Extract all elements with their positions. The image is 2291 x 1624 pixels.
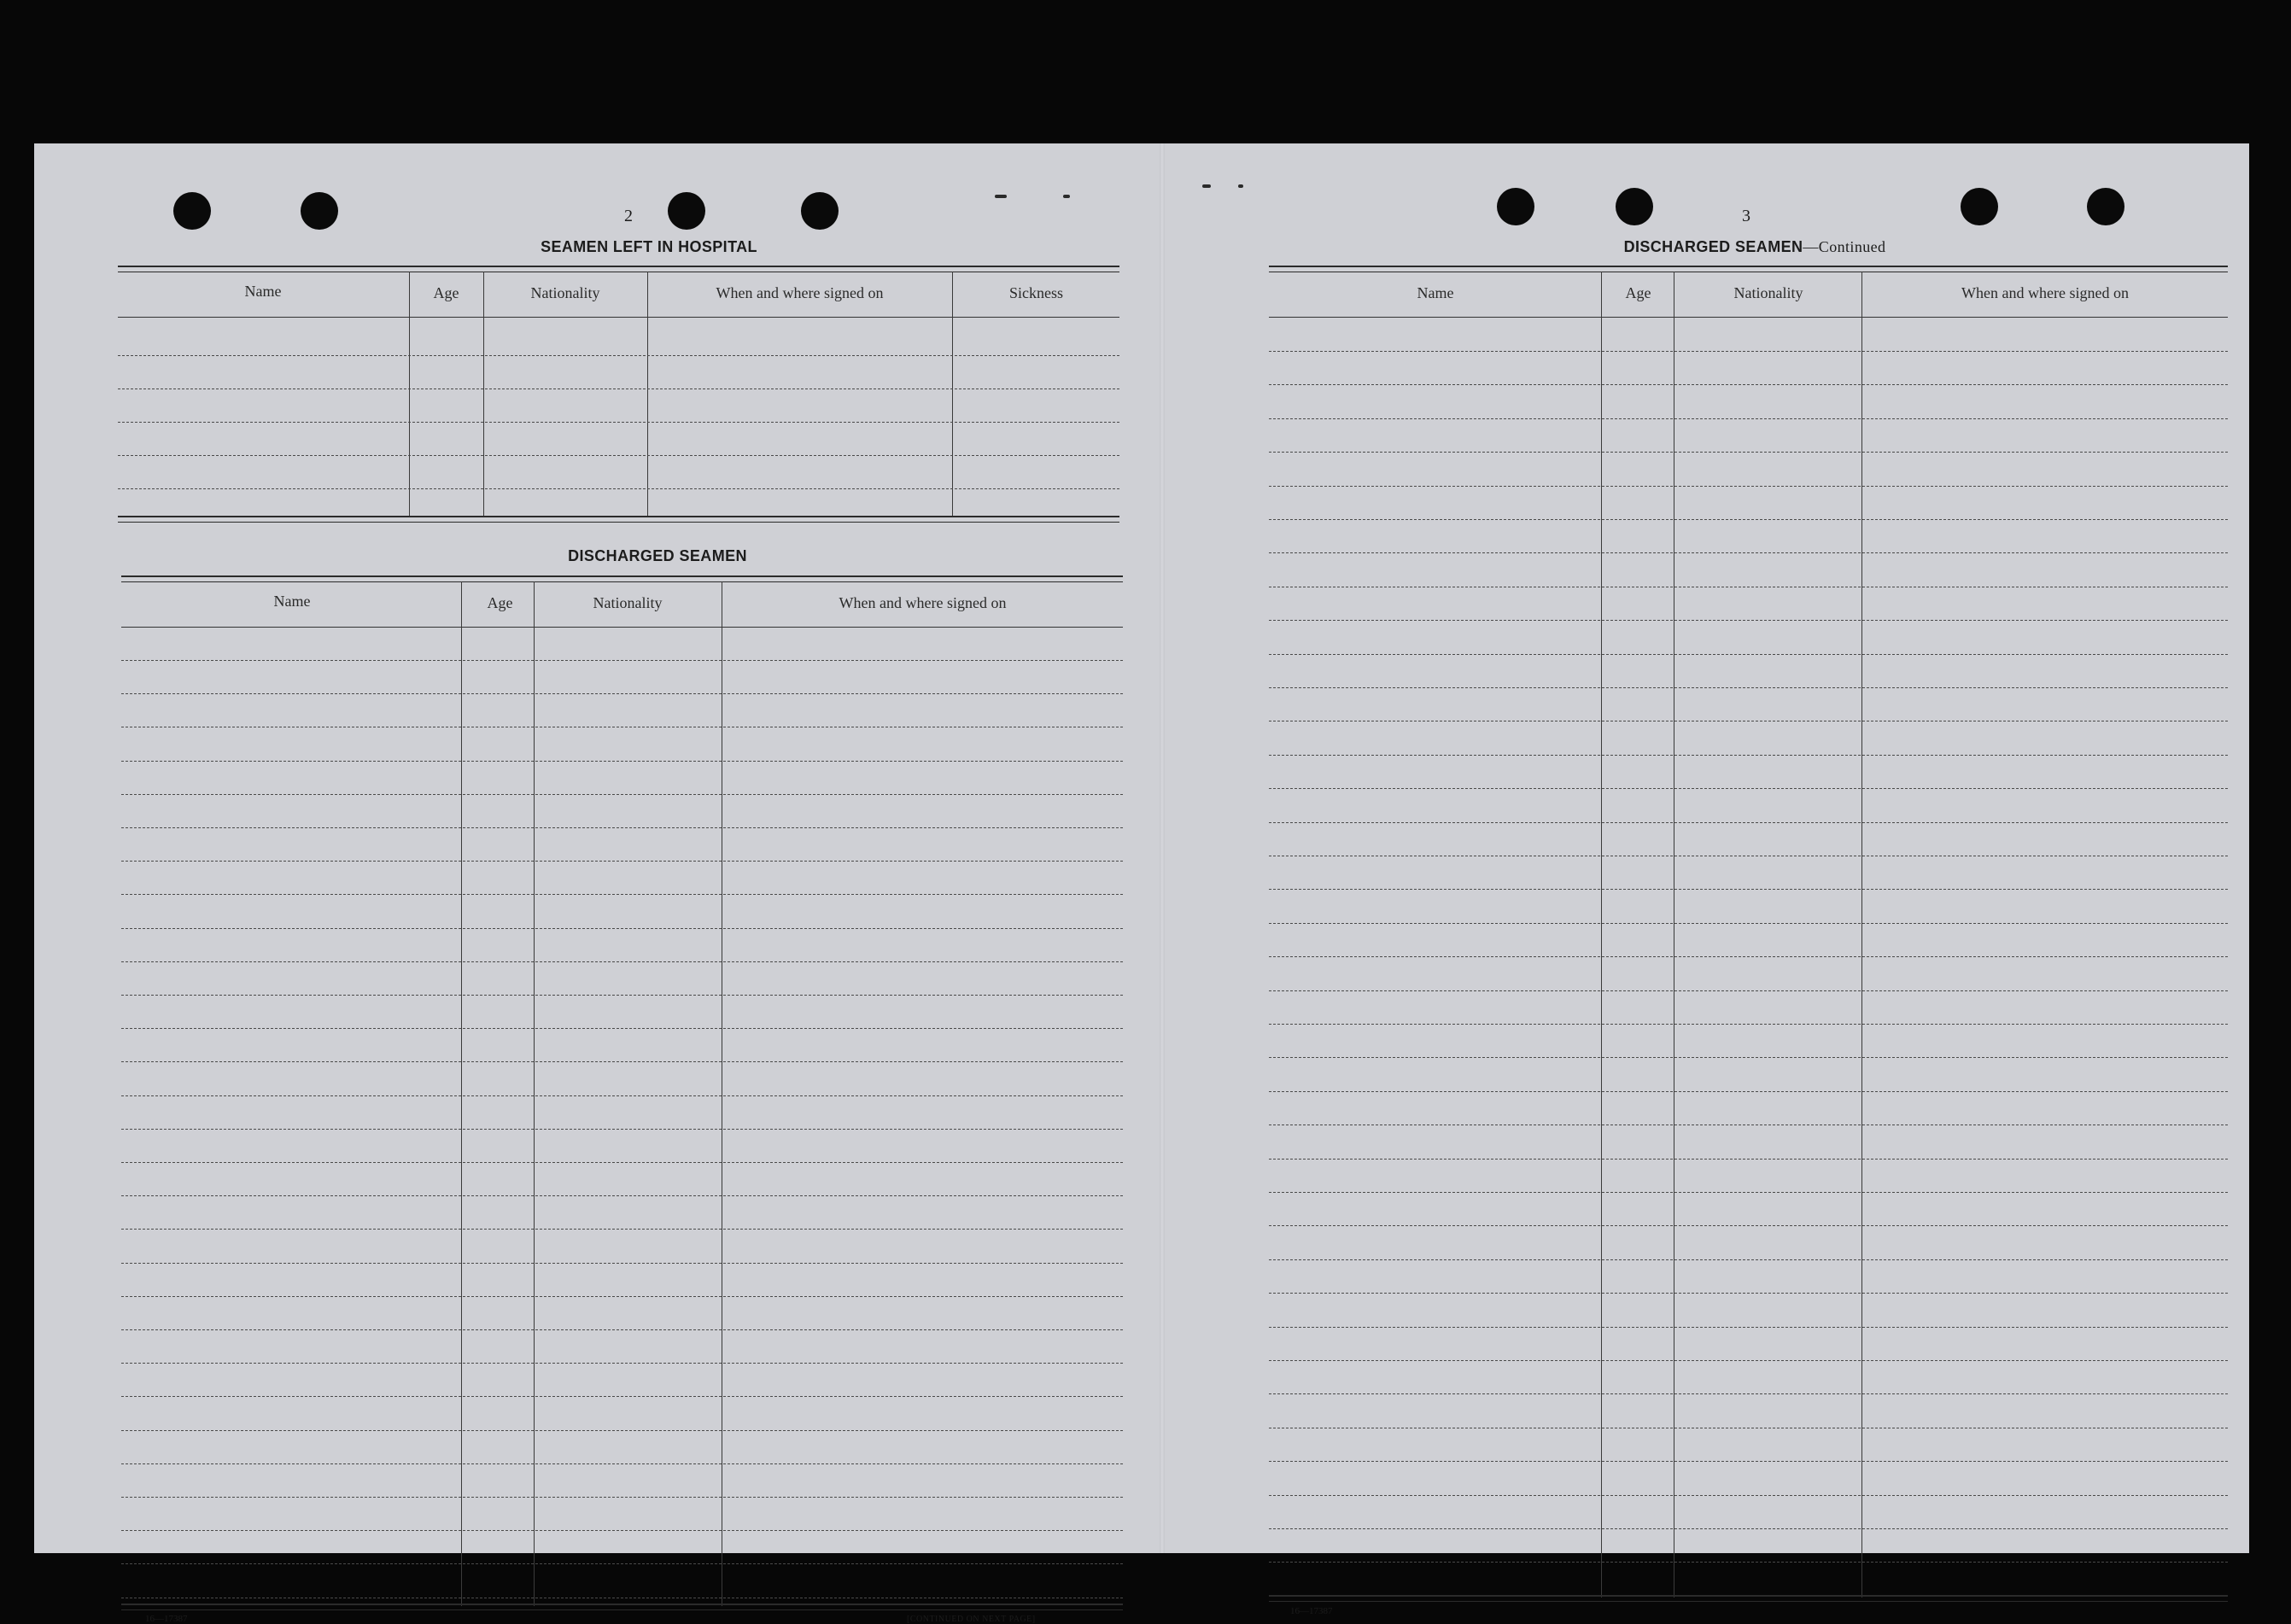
punch-hole (1497, 188, 1534, 225)
blank-row-line (1269, 1024, 2228, 1025)
header-rule (1269, 317, 2228, 318)
blank-row-line (121, 794, 1123, 795)
blank-row-line (121, 1195, 1123, 1196)
ink-speck (1202, 184, 1211, 188)
blank-row-line (1269, 620, 2228, 621)
punch-hole (668, 192, 705, 230)
column-divider (952, 272, 953, 516)
blank-row-line (121, 1563, 1123, 1564)
ink-speck (995, 195, 1007, 198)
blank-row-line (121, 995, 1123, 996)
header-rule (118, 317, 1119, 318)
column-header-signed-on: When and where signed on (1961, 284, 2129, 301)
punch-hole (301, 192, 338, 230)
table-bottom-rule (1269, 1595, 2228, 1602)
blank-row-line (121, 693, 1123, 694)
blank-row-line (1269, 1091, 2228, 1092)
column-header-nationality: Nationality (1733, 284, 1803, 301)
discharged-section-title: DISCHARGED SEAMEN (568, 547, 747, 564)
blank-row-line (121, 1396, 1123, 1397)
blank-row-line (1269, 687, 2228, 688)
punch-hole (1616, 188, 1653, 225)
table-top-rule (121, 575, 1123, 582)
blank-row-line (1269, 418, 2228, 419)
ink-speck (1063, 195, 1070, 198)
table-bottom-rule (118, 516, 1119, 523)
blank-row-line (1269, 822, 2228, 823)
column-header-nationality: Nationality (593, 594, 663, 611)
blank-row-line (1269, 755, 2228, 756)
blank-row-line (1269, 1327, 2228, 1328)
blank-row-line (1269, 452, 2228, 453)
column-divider (409, 272, 410, 516)
blank-row-line (121, 1329, 1123, 1330)
page-number: 3 (1742, 207, 1750, 225)
blank-row-line (121, 1296, 1123, 1297)
blank-row-line (121, 894, 1123, 895)
blank-row-line (121, 1530, 1123, 1531)
right-page (1161, 143, 2249, 1616)
discharged-continued-title (1417, 238, 2092, 256)
blank-row-line (118, 388, 1119, 389)
column-header-sickness: Sickness (1009, 284, 1063, 301)
blank-row-line (121, 1363, 1123, 1364)
blank-row-line (121, 761, 1123, 762)
section-title-main: DISCHARGED SEAMEN (1623, 238, 1803, 255)
blank-row-line (1269, 1562, 2228, 1563)
document-sheet (34, 143, 2249, 1624)
form-number: 16—17387 (145, 1614, 188, 1624)
blank-row-line (121, 1129, 1123, 1130)
blank-row-line (1269, 956, 2228, 957)
blank-row-line (121, 1028, 1123, 1029)
blank-row-line (1269, 1293, 2228, 1294)
blank-row-line (121, 1095, 1123, 1096)
column-divider (534, 581, 535, 1606)
blank-row-line (121, 1497, 1123, 1498)
blank-row-line (1269, 1393, 2228, 1394)
column-divider (1861, 272, 1862, 1598)
blank-row-line (1269, 1259, 2228, 1260)
column-divider (647, 272, 648, 516)
blank-row-line (1269, 1360, 2228, 1361)
blank-row-line (118, 455, 1119, 456)
blank-row-line (1269, 654, 2228, 655)
blank-row-line (1269, 351, 2228, 352)
blank-row-line (1269, 889, 2228, 890)
ink-speck (1238, 184, 1243, 188)
column-header-age: Age (1625, 284, 1651, 301)
blank-row-line (1269, 923, 2228, 924)
blank-row-line (1269, 1159, 2228, 1160)
blank-row-line (1269, 990, 2228, 991)
column-divider (483, 272, 484, 516)
section-title-suffix: —Continued (1803, 238, 1886, 255)
blank-row-line (121, 1229, 1123, 1230)
blank-row-line (1269, 1495, 2228, 1496)
punch-hole (2087, 188, 2124, 225)
column-header-name: Name (1417, 284, 1454, 301)
blank-row-line (121, 861, 1123, 862)
column-divider (461, 581, 462, 1606)
page-number: 2 (624, 207, 633, 225)
column-header-age: Age (487, 594, 513, 611)
blank-row-line (121, 928, 1123, 929)
blank-row-line (1269, 486, 2228, 487)
blank-row-line (118, 422, 1119, 423)
blank-row-line (118, 355, 1119, 356)
table-top-rule (1269, 266, 2228, 272)
blank-row-line (121, 1263, 1123, 1264)
blank-row-line (1269, 519, 2228, 520)
blank-row-line (1269, 384, 2228, 385)
blank-row-line (1269, 1461, 2228, 1462)
column-divider (1601, 272, 1602, 1598)
column-header-signed-on: When and where signed on (716, 284, 884, 301)
blank-row-line (121, 961, 1123, 962)
blank-row-line (1269, 552, 2228, 553)
left-page (34, 143, 1161, 1624)
hospital-section-title: SEAMEN LEFT IN HOSPITAL (541, 238, 757, 255)
blank-row-line (121, 1430, 1123, 1431)
blank-row-line (121, 1162, 1123, 1163)
punch-hole (173, 192, 211, 230)
column-header-age: Age (433, 284, 459, 301)
column-header-name: Name (244, 283, 282, 300)
form-number: 16—17387 (1290, 1606, 1333, 1616)
punch-hole (1961, 188, 1998, 225)
blank-row-line (1269, 788, 2228, 789)
continued-note: [CONTINUED ON NEXT PAGE] (907, 1615, 1036, 1624)
blank-row-line (1269, 1528, 2228, 1529)
header-rule (121, 627, 1123, 628)
column-header-name: Name (273, 593, 311, 610)
punch-hole (801, 192, 839, 230)
blank-row-line (118, 488, 1119, 489)
blank-row-line (121, 827, 1123, 828)
column-header-nationality: Nationality (530, 284, 600, 301)
blank-row-line (1269, 1225, 2228, 1226)
column-header-signed-on: When and where signed on (839, 594, 1007, 611)
blank-row-line (1269, 1192, 2228, 1193)
table-bottom-rule (121, 1604, 1123, 1610)
blank-row-line (121, 1463, 1123, 1464)
blank-row-line (121, 660, 1123, 661)
table-top-rule (118, 266, 1119, 272)
blank-row-line (1269, 1057, 2228, 1058)
blank-row-line (121, 1061, 1123, 1062)
